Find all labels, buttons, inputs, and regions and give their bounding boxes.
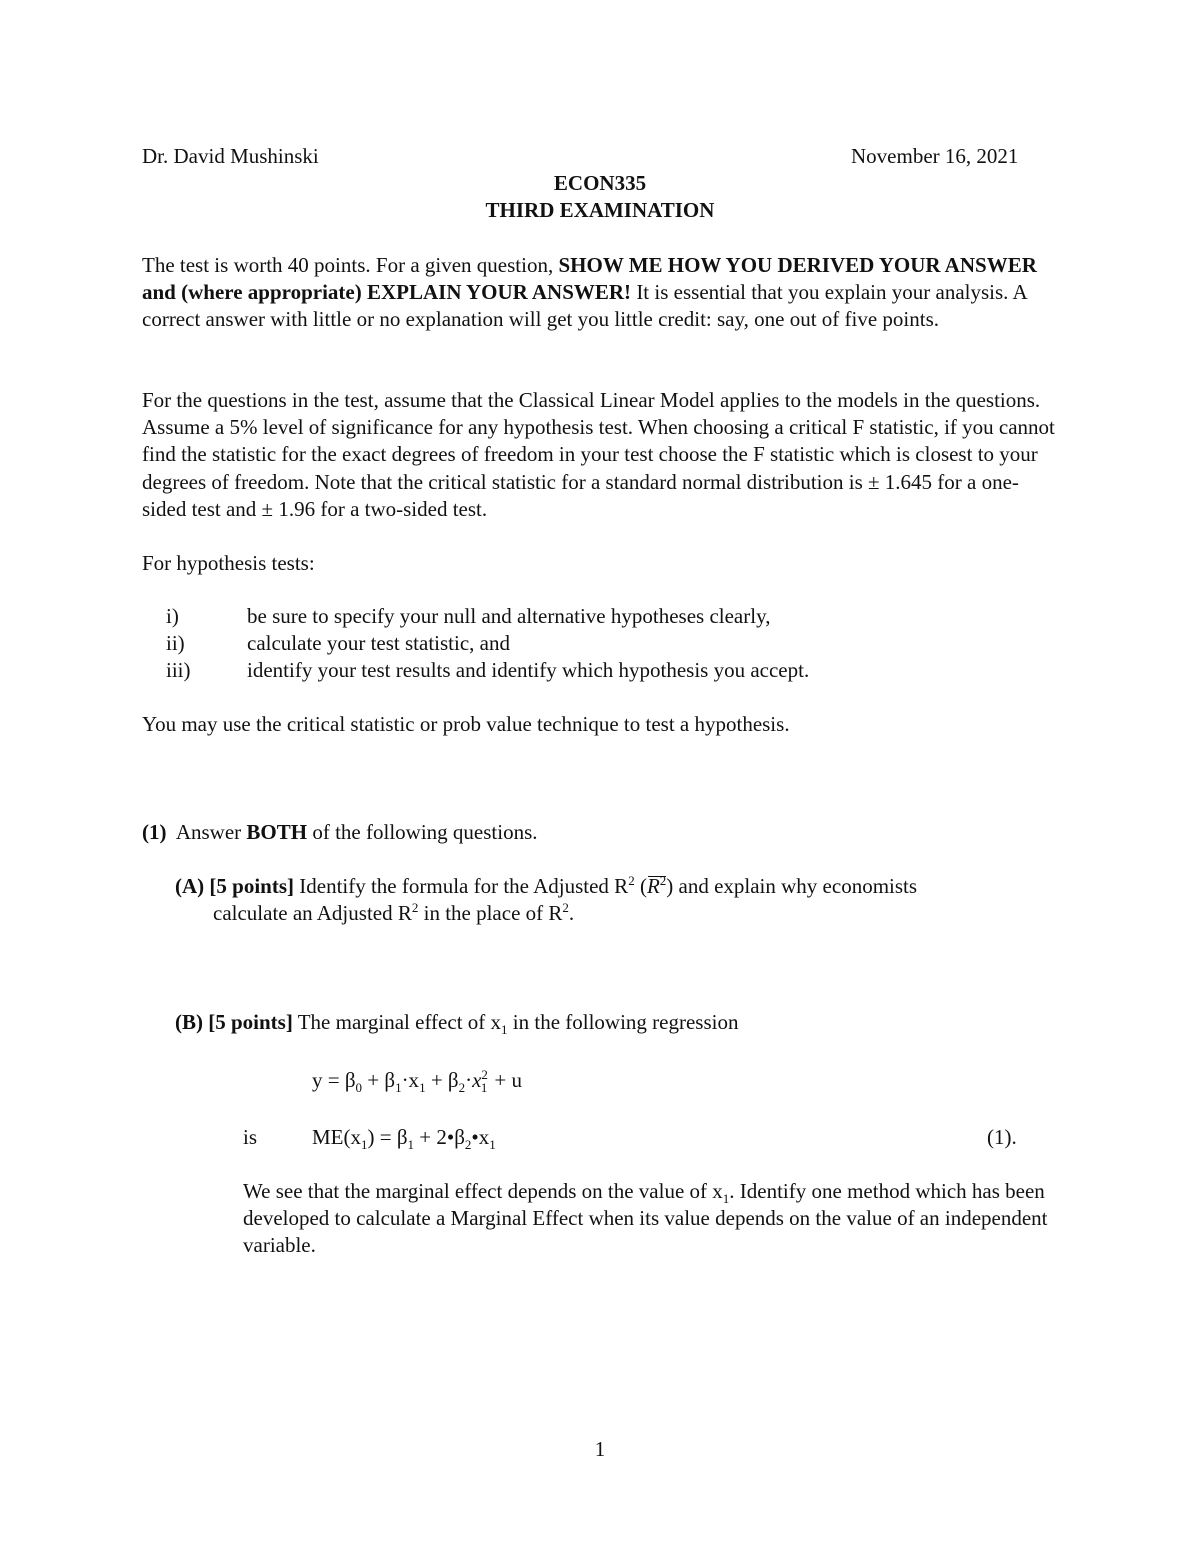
regression-equation: $y = \beta_0 + \beta_1\cdot x_1 + \beta_2\cdot x^2_1 + u$ xyxy=(312,1067,523,1096)
question-1-lead: (1) Answer BOTH of the following questions. xyxy=(142,820,538,844)
list-item-number: iii) xyxy=(166,658,191,682)
question-1a-line-1: (A) [5 points] Identify the formula for the Adjusted $R^2$ $(R^2)$ and explain why economists xyxy=(175,873,918,898)
marginal-effect-equation: $ME(x_1) = \beta_1$ + $2•\beta_2•x_1$ xyxy=(312,1125,496,1153)
is-label: is xyxy=(243,1125,258,1149)
hypothesis-tests-lead: For hypothesis tests: xyxy=(142,551,315,575)
author-name: Dr. David Mushinski xyxy=(142,144,319,168)
intro-paragraph-2: For the questions in the test, assume that the Classical Linear Model applies to the models in the questions. Assume a 5% level of significance for any hypothesis test. When choosing a critical F statistic, if you cannot find the statistic for the exact degrees of freedom in your test choose the F statistic which is closest to your degrees of freedom. Note that the critical statistic for a standard normal distribution is ± 1.645 for a one-sided test and ± 1.96 for a two-sided test. xyxy=(142,388,1055,521)
intro-paragraph-4: You may use the critical statistic or prob value technique to test a hypothesis. xyxy=(142,712,790,736)
list-item-number: ii) xyxy=(166,631,185,655)
page-number: 1 xyxy=(594,1437,606,1461)
question-1a-line-2: calculate an Adjusted $R^2$ in the place of $R^2$. xyxy=(213,900,575,925)
list-item-text: identify your test results and identify which hypothesis you accept. xyxy=(247,658,810,682)
list-item-number: i) xyxy=(166,604,179,628)
equation-number: (1). xyxy=(987,1125,1017,1149)
course-code: ECON335 xyxy=(553,171,647,195)
exam-date: November 16, 2021 xyxy=(851,144,1019,168)
list-item-text: be sure to specify your null and alternative hypotheses clearly, xyxy=(247,604,771,628)
r-bar-symbol: $R^2$ xyxy=(646,873,667,898)
intro-paragraph-1: The test is worth 40 points. For a given question, SHOW ME HOW YOU DERIVED YOUR ANSWER and (where appropriate) EXPLAIN YOUR ANSWER! It is essential that you explain your analysis. A correct answer with little or no explanation will get you little credit: say, one out of five points. xyxy=(142,253,1037,332)
exam-title: THIRD EXAMINATION xyxy=(485,198,715,222)
question-1b-paragraph: We see that the marginal effect depends on the value of $x_1$. Identify one method which has been developed to calculate a Marginal Effect when its value depends on the value of an independent variable. xyxy=(243,1179,1048,1258)
list-item-text: calculate your test statistic, and xyxy=(247,631,510,655)
x1-squared: $x^2_1$ xyxy=(472,1067,488,1096)
question-1b-line-1: (B) [5 points] The marginal effect of $x_1$ in the following regression xyxy=(175,1010,739,1038)
